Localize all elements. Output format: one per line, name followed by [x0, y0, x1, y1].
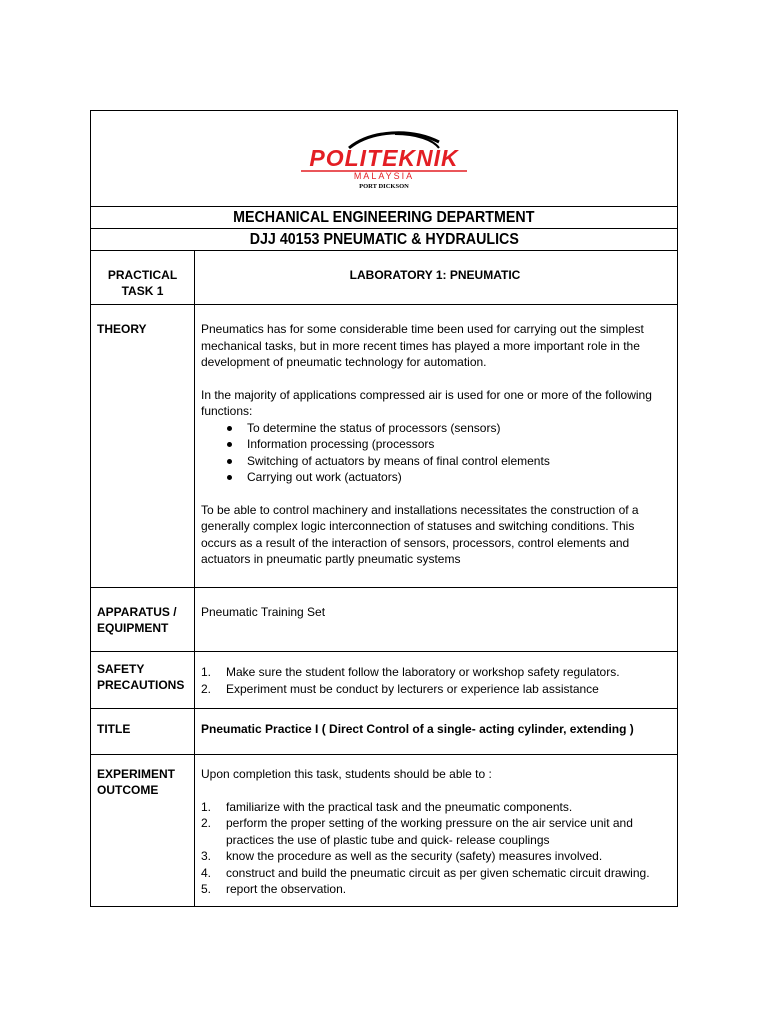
outcome-row [91, 755, 677, 906]
apparatus-row [91, 588, 677, 652]
list-item: 1. familiarize with the practical task and the pneumatic components. [201, 799, 573, 814]
title-row [91, 709, 677, 755]
theory-row [91, 305, 677, 588]
outcome-label: EXPERIMENT OUTCOME [91, 755, 195, 906]
list-item: 4. construct and build the pneumatic circuit as per given schematic circuit drawing. [201, 865, 650, 880]
logo-text: POLITEKNIK [309, 144, 459, 171]
list-item: Carrying out work (actuators) [201, 469, 669, 486]
theory-para-2: In the majority of applications compressed air is used for one or more of the following functions: [201, 387, 652, 418]
theory-bullets [201, 420, 669, 486]
practical-row [91, 251, 677, 305]
safety-list [201, 664, 669, 697]
outcome-intro: Upon completion this task, students should be able to : [201, 767, 492, 781]
department-heading: MECHANICAL ENGINEERING DEPARTMENT [91, 207, 677, 229]
outcome-content [195, 755, 677, 906]
list-item: To determine the status of processors (sensors) [201, 420, 669, 437]
logo-campus: PORT DICKSON [359, 182, 409, 190]
safety-row [91, 652, 677, 709]
logo-country: MALAYSIA [353, 170, 415, 181]
practical-label: PRACTICAL TASK 1 [91, 251, 195, 304]
lab-sheet-table [90, 110, 678, 907]
list-item: 5. report the observation. [201, 882, 347, 896]
theory-label: THEORY [91, 305, 195, 587]
list-item: 3. know the procedure as well as the security (safety) measures involved. [201, 849, 603, 863]
title-value: Pneumatic Practice I ( Direct Control of a single- acting cylinder, extending ) [201, 722, 634, 736]
logo-row [91, 111, 677, 207]
list-item: Information processing (processors [201, 436, 669, 453]
title-label: TITLE [91, 709, 195, 754]
theory-para-3: To be able to control machinery and installations necessitates the construction of a generally complex logic interconnection of statuses and switching conditions. This occurs as a result of the interaction of sensors, processors, control elements and actuators in pneumatic partly pneumatic systems [201, 502, 639, 566]
list-item: 2. Experiment must be conduct by lecturers or experience lab assistance [201, 681, 599, 696]
practical-value: LABORATORY 1: PNEUMATIC [349, 268, 521, 282]
theory-para-1: Pneumatics has for some considerable time been used for carrying out the simplest mechanical tasks, but in more recent times has played a more important role in the development of pneumatic technology for automation. [201, 322, 644, 369]
safety-label: SAFETY PRECAUTIONS [91, 652, 195, 708]
apparatus-label: APPARATUS / EQUIPMENT [91, 588, 195, 651]
list-item: Switching of actuators by means of final control elements [201, 453, 669, 470]
list-item: 1. Make sure the student follow the laboratory or workshop safety regulators. [201, 665, 620, 679]
safety-content [195, 652, 677, 708]
apparatus-value: Pneumatic Training Set [201, 605, 326, 619]
politeknik-logo [299, 128, 469, 190]
list-item: 2. perform the proper setting of the working pressure on the air service unit and practices the use of plastic tube and quick- release couplings [201, 816, 633, 847]
course-heading: DJJ 40153 PNEUMATIC & HYDRAULICS [91, 229, 677, 251]
outcome-list [201, 799, 669, 898]
theory-content [195, 305, 677, 587]
